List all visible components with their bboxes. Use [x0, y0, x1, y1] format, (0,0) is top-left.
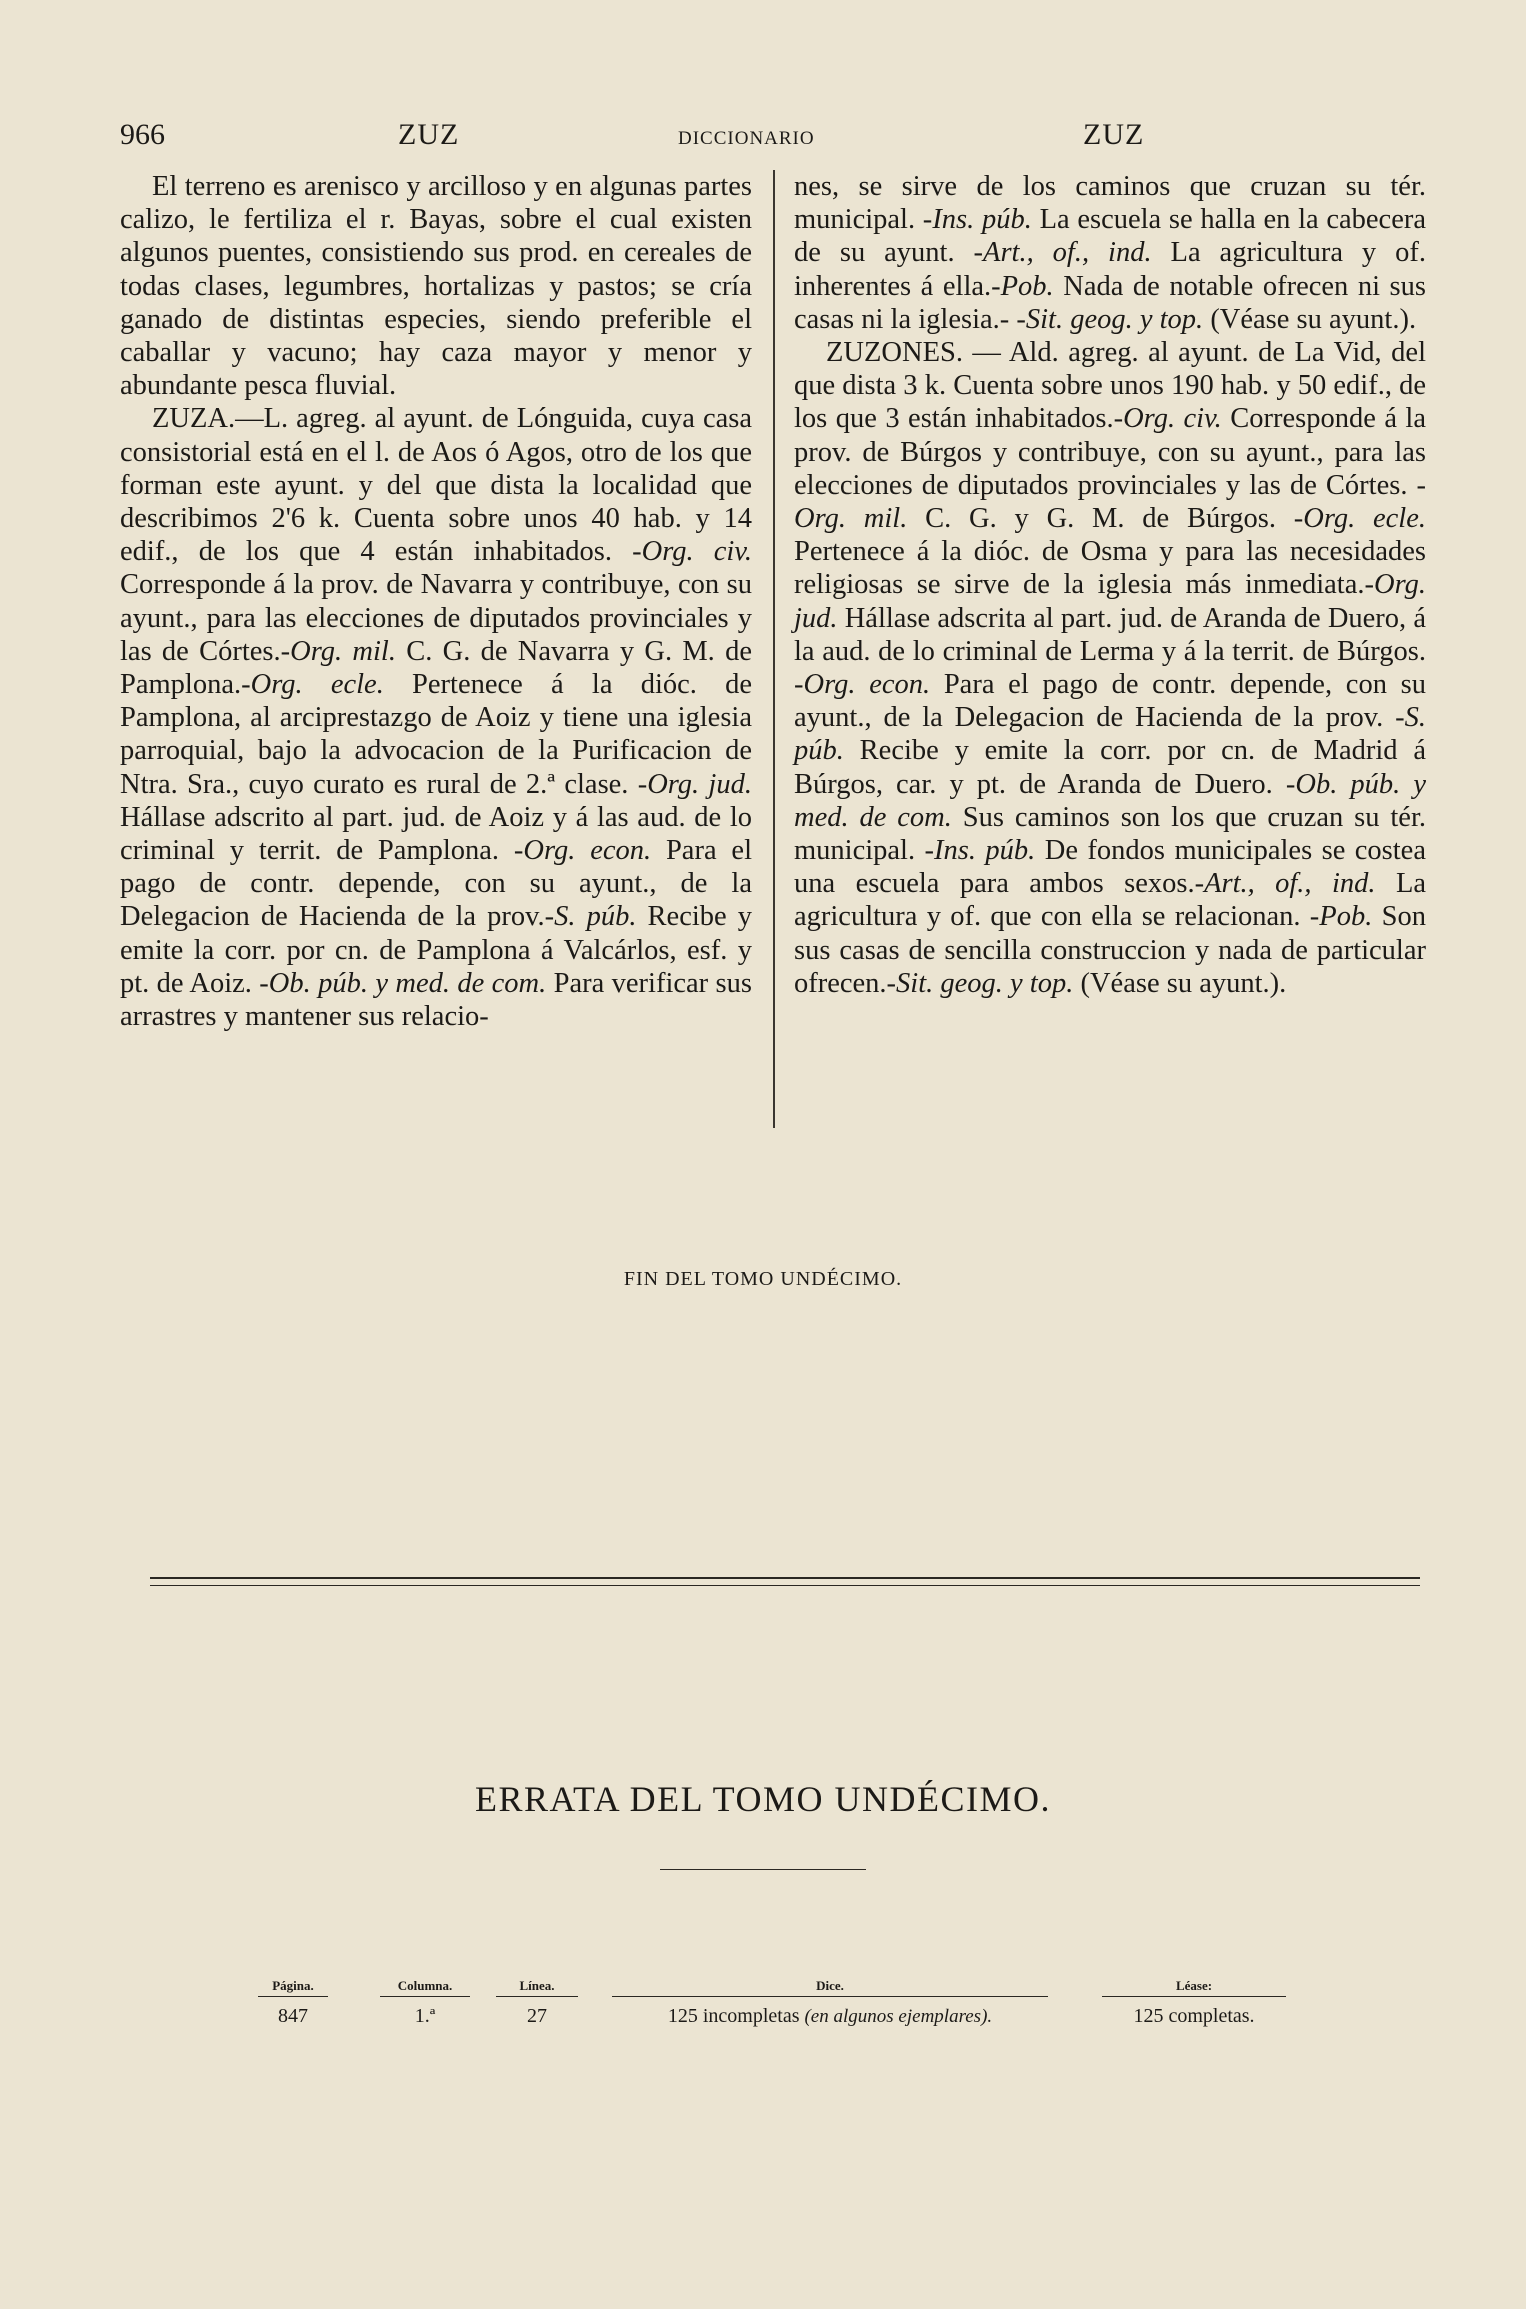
errata-linea-value: 27 [527, 2005, 547, 2027]
ins-pub-label: Ins. púb. [932, 204, 1032, 236]
errata-title: ERRATA DEL TOMO UNDÉCIMO. [475, 1779, 1051, 1819]
header-underline [496, 1996, 578, 1997]
left-column [120, 170, 752, 1033]
header-right-word: ZUZ [1083, 118, 1145, 151]
org-jud-label: Org. jud. [794, 569, 1426, 634]
running-header [120, 118, 1150, 162]
pob-label: Pob. [1319, 901, 1373, 933]
zuzones-text: Para el pago de contr. depende, con su ayunt., de la Delegacion de Hacienda de la prov. - [794, 669, 1426, 734]
zuza-text: Nada de notable ofrecen ni sus casas ni la iglesia.- - [794, 270, 1426, 335]
header-underline [612, 1996, 1048, 1997]
zuzones-text: Recibe y emite la corr. por cn. de Madrid á Búrgos, car. y pt. de Aranda de Duero. - [794, 735, 1426, 800]
zuza-text: Para el pago de contr. depende, con su ayunt., de la Delegacion de Hacienda de la prov.- [120, 835, 752, 933]
org-civ-label: Org. civ. [641, 536, 753, 568]
org-econ-label: Org. econ. [523, 835, 652, 867]
end-of-volume-note: FIN DEL TOMO UNDÉCIMO. [623, 1268, 903, 1290]
zuz-terrain-paragraph: El terreno es arenisco y arcilloso y en algunas partes calizo, le fertiliza el r. Bayas, sobre el cual existen algunos puentes, consistiendo sus prod. en cereales de todas clases, legumbres, hortalizas y pastos; se cría ganado de distintas especies, siendo preferible el caballar y vacuno; hay caza mayor y menor y abundante pesca fluvial. [120, 171, 752, 402]
org-jud-label: Org. jud. [647, 768, 752, 800]
zuza-text: (Véase su ayunt.). [1203, 303, 1417, 335]
header-left-word: ZUZ [398, 118, 460, 151]
zuzones-text: Corresponde á la prov. de Búrgos y contribuye, con su ayunt., para las elecciones de diputados provinciales y las de Córtes. - [794, 403, 1426, 501]
zuzones-text: La agricultura y of. que con ella se relacionan. - [794, 868, 1427, 933]
errata-header-columna: Columna. [397, 1978, 453, 1993]
org-civ-label: Org. civ. [1123, 403, 1222, 435]
art-label: Art., of., ind. [983, 237, 1152, 269]
pob-label: Pob. [1000, 270, 1054, 302]
ob-pub-label: Ob. púb. y med. de com. [268, 967, 547, 999]
org-mil-label: Org. mil. [794, 503, 908, 535]
dice-text: 125 incompletas [667, 2005, 800, 2027]
errata-columna-value: 1.ª [414, 2005, 436, 2027]
zuza-text: Pertenece á la dióc. de Pamplona, al arciprestazgo de Aoiz y tiene una iglesia parroquial, bajo la advocacion de la Purificacion de Ntra. Sra., cuyo curato es rural de 2.ª clase. - [120, 669, 753, 800]
zuzones-text: Pertenece á la dióc. de Osma y para las necesidades religiosas se sirve de la iglesia más inmediata.- [794, 536, 1426, 601]
zuza-text: La agricultura y of. inherentes á ella.- [794, 237, 1426, 302]
header-title: DICCIONARIO [678, 128, 815, 149]
zuza-text: ZUZA.—L. agreg. al ayunt. de Lónguida, cuya casa consistorial está en el l. de Aos ó Agos, otro de los que forman este ayunt. y del que dista la localidad que describimos 2'6 k. Cuenta sobre unos 40 hab. y 14 edif., de los que 4 están inhabitados. - [120, 403, 752, 568]
header-underline [1102, 1996, 1286, 1997]
errata-header-linea: Línea. [519, 1978, 555, 1993]
org-mil-label: Org. mil. [290, 635, 396, 667]
org-ecle-label: Org. ecle. [250, 669, 384, 701]
page-number: 966 [120, 118, 165, 151]
zuza-text: Corresponde á la prov. de Navarra y contribuye, con su ayunt., para las elecciones de diputados provinciales y las de Córtes.- [120, 569, 752, 667]
zuza-entry [120, 402, 752, 1033]
s-pub-label: S. púb. [554, 901, 637, 933]
right-column [794, 170, 1426, 1000]
org-econ-label: Org. econ. [803, 669, 931, 701]
errata-title-rule [660, 1869, 866, 1870]
errata-header-pagina: Página. [272, 1978, 314, 1993]
zuza-text: Hállase adscrito al part. jud. de Aoiz y á las aud. de lo criminal y territ. de Pamplona. - [120, 801, 752, 867]
zuza-text: Recibe y emite la corr. por cn. de Pamplona á Valcárlos, esf. y pt. de Aoiz. - [120, 901, 752, 999]
errata-header-dice: Dice. [816, 1978, 844, 1993]
column-divider [773, 170, 775, 1128]
ob-pub-label: Ob. púb. y med. de com. [794, 768, 1427, 833]
errata-pagina-value: 847 [278, 2005, 308, 2027]
zuzones-text: ZUZONES. — Ald. agreg. al ayunt. de La Vid, del que dista 3 k. Cuenta sobre unos 190 hab. y 50 edif., de los que 3 están inhabitados.- [794, 337, 1426, 435]
double-rule-bottom [150, 1585, 1420, 1586]
org-ecle-label: Org. ecle. [1303, 503, 1427, 535]
zuza-text: Para verificar sus arrastres y mantener sus relacio- [120, 967, 752, 1033]
double-rule-top [150, 1577, 1420, 1579]
zuza-text: C. G. de Navarra y G. M. de Pamplona.- [120, 635, 752, 701]
header-underline [380, 1996, 470, 1997]
zuzones-text: Son sus casas de sencilla construccion y nada de particular ofrecen.- [794, 901, 1426, 999]
zuzones-text: De fondos municipales se costea una escuela para ambos sexos.- [794, 835, 1426, 900]
zuza-continuation [794, 170, 1426, 336]
s-pub-label: S. púb. [794, 702, 1426, 767]
header-underline [258, 1996, 328, 1997]
sit-label: Sit. geog. y top. [1025, 303, 1204, 335]
errata-lease-value: 125 completas. [1133, 2005, 1255, 2027]
zuzones-entry [794, 336, 1426, 1000]
zuzones-text: (Véase su ayunt.). [1073, 967, 1287, 999]
errata-header-lease: Léase: [1175, 1978, 1213, 1993]
ins-pub-label: Ins. púb. [934, 835, 1036, 867]
art-label: Art., of., ind. [1204, 868, 1376, 900]
sit-label: Sit. geog. y top. [896, 967, 1074, 999]
zuza-text: nes, se sirve de los caminos que cruzan su tér. municipal. - [794, 171, 1426, 236]
zuza-text: La escuela se halla en la cabecera de su ayunt. - [794, 204, 1426, 269]
zuzones-text: Sus caminos son los que cruzan su tér. municipal. - [794, 801, 1427, 867]
errata-dice-value [600, 2005, 1060, 2028]
zuzones-text: C. G. y G. M. de Búrgos. - [907, 503, 1304, 535]
dice-note: (en algunos ejemplares). [804, 2006, 993, 2027]
zuzones-text: Hállase adscrita al part. jud. de Aranda de Duero, á la aud. de lo criminal de Lerma y á la territ. de Búrgos. - [794, 602, 1426, 701]
